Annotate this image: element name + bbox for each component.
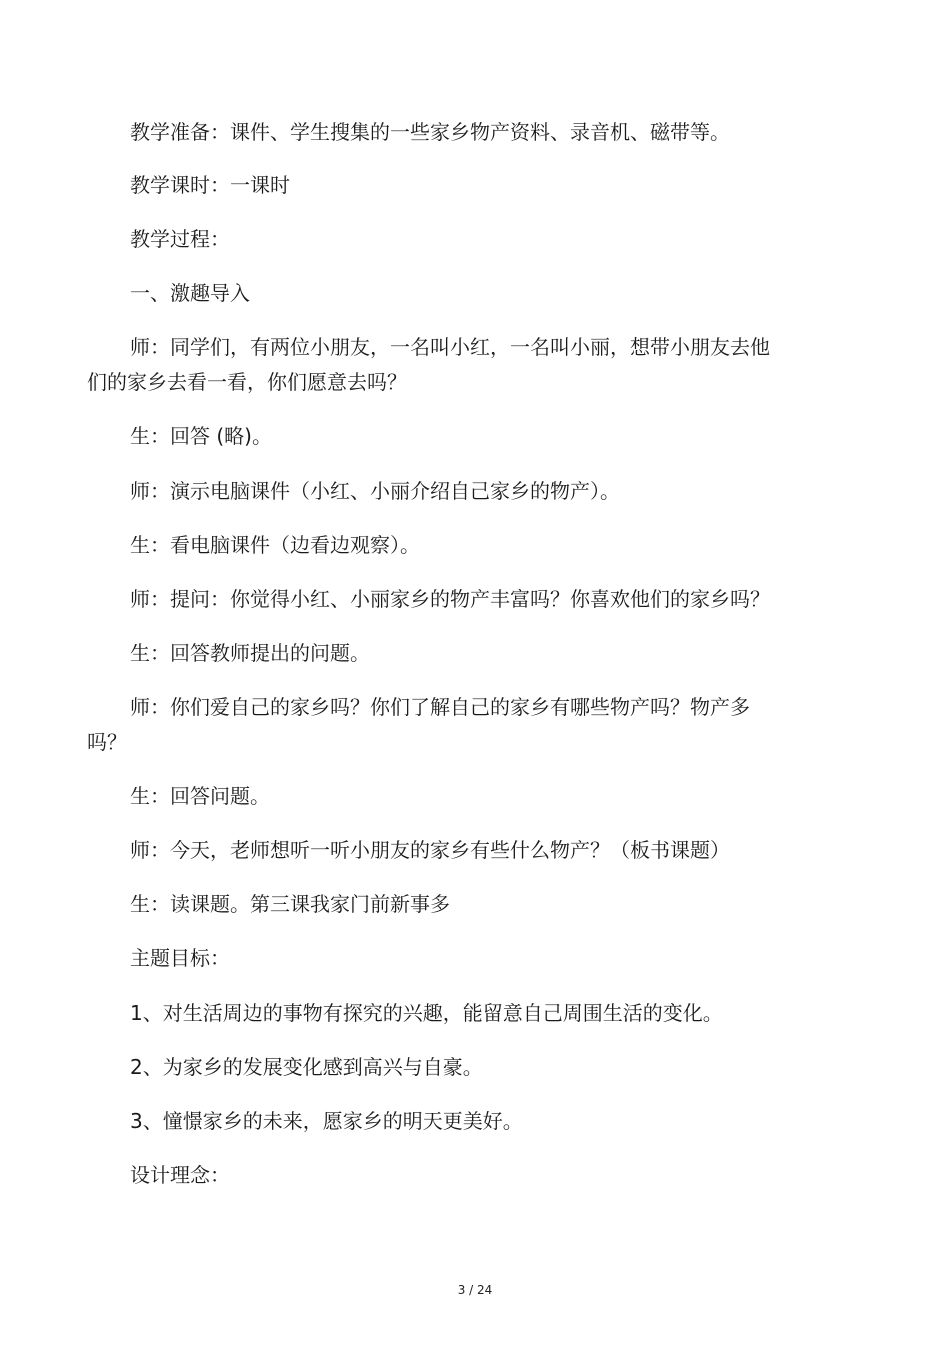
page-indicator: 3 / 24 — [457, 1283, 493, 1297]
paragraph-teacher-2: 师：演示电脑课件（小红、小丽介绍自己家乡的物产）。 — [130, 479, 620, 503]
paragraph-design-concept: 设计理念： — [130, 1163, 230, 1187]
paragraph-teacher-3: 师：提问：你觉得小红、小丽家乡的物产丰富吗？你喜欢他们的家乡吗？ — [130, 587, 770, 611]
paragraph-teacher-1-line-1: 师：同学们，有两位小朋友，一名叫小红，一名叫小丽，想带小朋友去他 — [130, 335, 770, 359]
list-item-goal-2: 2、为家乡的发展变化感到高兴与自豪。 — [130, 1055, 483, 1079]
section-heading-intro: 一、激趣导入 — [130, 281, 250, 305]
paragraph-teacher-4-line-2: 吗？ — [87, 730, 127, 754]
paragraph-theme-goals: 主题目标： — [130, 946, 230, 970]
paragraph-teacher-1-line-2: 们的家乡去看一看，你们愿意去吗？ — [87, 370, 407, 394]
list-item-goal-1: 1、对生活周边的事物有探究的兴趣，能留意自己周围生活的变化。 — [130, 1001, 723, 1025]
paragraph-student-5: 生：读课题。第三课我家门前新事多 — [130, 892, 450, 916]
paragraph-student-1: 生：回答 (略)。 — [130, 424, 272, 448]
paragraph-class-hours: 教学课时：一课时 — [130, 173, 290, 197]
paragraph-teaching-process: 教学过程： — [130, 227, 230, 251]
paragraph-teacher-5: 师：今天，老师想听一听小朋友的家乡有些什么物产？（板书课题） — [130, 838, 730, 862]
paragraph-student-2: 生：看电脑课件（边看边观察）。 — [130, 533, 420, 557]
paragraph-teacher-4-line-1: 师：你们爱自己的家乡吗？你们了解自己的家乡有哪些物产吗？物产多 — [130, 695, 750, 719]
paragraph-student-4: 生：回答问题。 — [130, 784, 270, 808]
paragraph-student-3: 生：回答教师提出的问题。 — [130, 641, 370, 665]
list-item-goal-3: 3、憧憬家乡的未来，愿家乡的明天更美好。 — [130, 1109, 523, 1133]
paragraph-teaching-preparation: 教学准备：课件、学生搜集的一些家乡物产资料、录音机、磁带等。 — [130, 120, 730, 144]
